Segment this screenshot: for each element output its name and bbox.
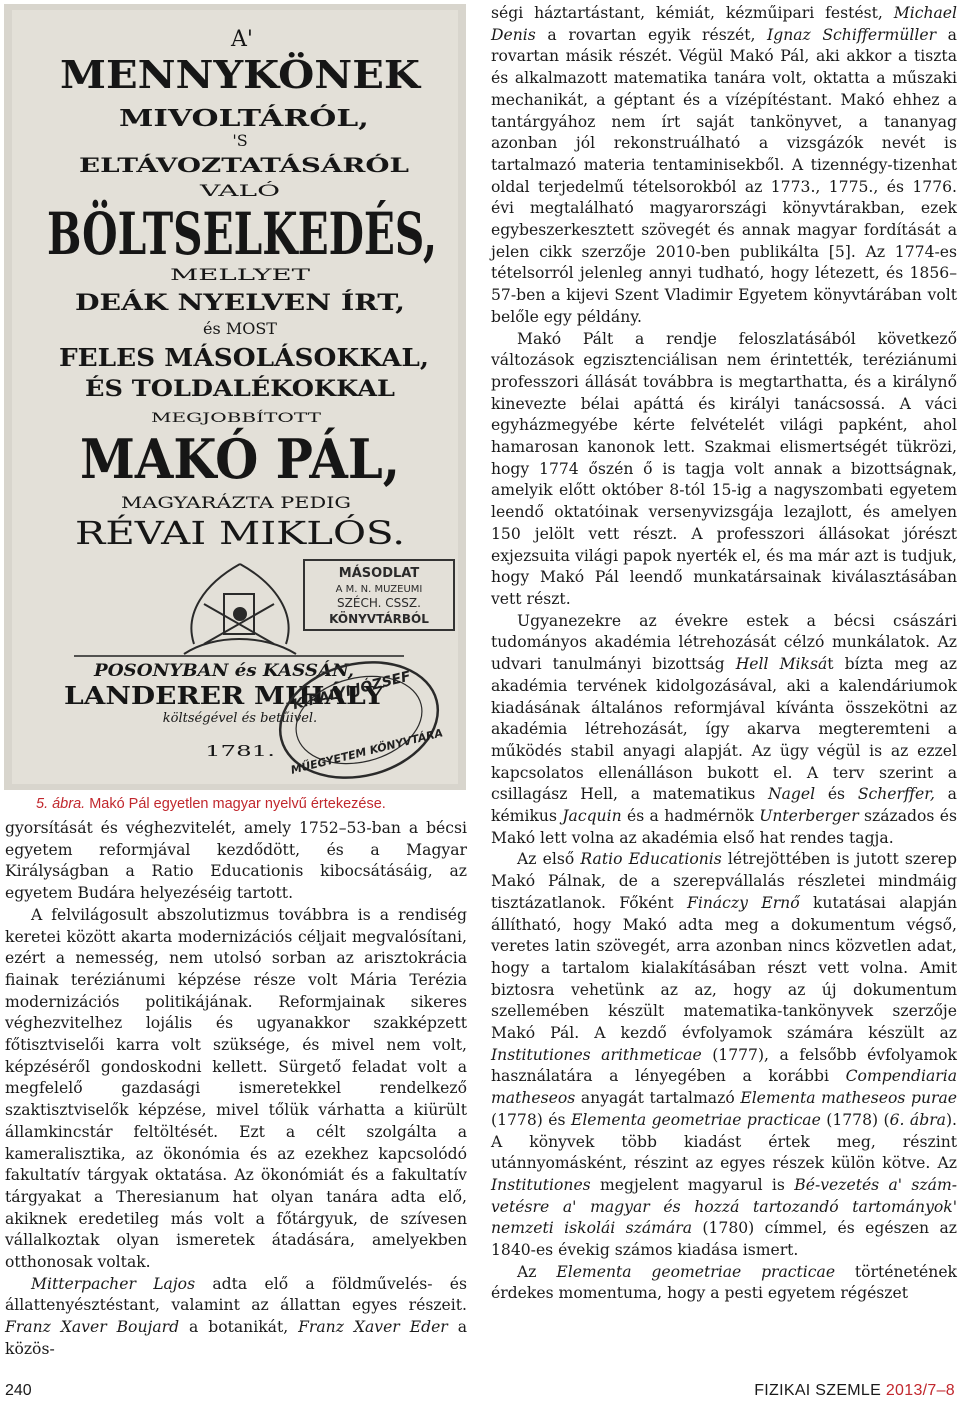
title-elementa-geometriae-2: Elementa geometriae practicae: [556, 1262, 836, 1281]
stamp-line-4: KÖNYVTÁRBÓL: [329, 612, 429, 626]
text-span: t bízta meg az akadémia tervének kidolgozásával, aki a kalendáriumok kiadásának általános reformjával kívánta összekötni az akadémia létrehozását, így akarva megteremteni a működés stabil anyagi alapját. Az ügy végül is az ezzel kapcsolatos ellenálláson bukott el. A terv szerint a csillagász Hell, a matematikus: [491, 655, 957, 804]
page-number: 240: [5, 1382, 32, 1399]
text-span: Ugyanezekre az évekre estek a bécsi császári tudományos akadémia létrehozását célzó munkálatok. Az udvari tanulmányi bizottság: [491, 611, 957, 674]
title-line-11: FELES MÁSOLÁSOKKAL,: [59, 343, 429, 372]
imprint-line-2: LANDERER MIHÁLY: [64, 681, 386, 710]
title-compendiaria: Compendiaria matheseos: [491, 1067, 957, 1108]
right-paragraph-5: [491, 1262, 957, 1305]
title-line-5: ELTÁVOZTATÁSÁRÓL: [79, 153, 318, 177]
text-span: létrejöttében is jutott szerep Makó Pálnak, de a szerepvállalás részletei mindmáig tisztázatlanok. Főként: [491, 850, 957, 912]
title-line-1: A': [231, 27, 253, 52]
right-paragraph-2: Makó Pált a rendje feloszlatásából következő változások egzisztenciálisan nem érintették, teréziánumi professzori állását továbbra is megtarthatta, és a királynő kinevezte bélai apáttá és királyi tanácsossá. A váci egyházmegyébe kérte felvételét világi papként, ahol hamarosan kanonok lett. Szakmai elismertségét tükrözi, hogy 1774 őszén ő is tagja volt annak a bizottságnak, amelyik előtt október 8-tól 15-ig a nagyszombati egyetem leendő oktatóinak versenyvizsgája lezajlott, és amelyen 150 jelölt vett részt. A professzori állásokat jórészt exjezsuita világi papok nyerték el, és ma már azt is tudjuk, hogy Makó Pál leendő munkatársainak kiválasztásában vett részt.: [491, 329, 957, 608]
title-line-13: MEGJOBBÍTOTT: [151, 411, 262, 426]
name-scherffer: Scherffer,: [857, 785, 935, 804]
right-paragraph-3: [491, 611, 957, 850]
name-mitterpacher: Mitterpacher Lajos: [31, 1274, 196, 1293]
text-span: kutatásai alapján állítható, hogy Makó adta meg a dokumentum végső, veretes latin szövegét, arra azonban nincs közvetlen adat, hogy a tartalom kialakításában részt vett volna. Amit biztosra vehetünk az az, hogy az új dokumentum szellemében készült matematika-tankönyvek szerzője Makó Pál. A kezdő évfolyamok számára készült az: [491, 893, 957, 1043]
name-eder: Franz Xaver Eder: [298, 1318, 448, 1337]
right-column: [491, 3, 957, 1305]
left-paragraph-1: gyorsítását és véghezvitelét, amely 1752–53-ban a bécsi egyetem reformjával kezdődött, és a Magyar Királyságban a Ratio Educationis kibocsátásáig, az egyetem Budára helyezéséig tartott.: [5, 819, 467, 903]
text-span: a közös-: [5, 1318, 467, 1358]
round-stamp-line-1: KIRÁLYI JÓZSEF: [291, 668, 413, 714]
text-span: megjelent magyarul is: [590, 1175, 795, 1194]
title-line-12: ÉS TOLDALÉKOKKAL: [85, 376, 353, 402]
name-schiffermuller: Ignaz Schiffermüller: [767, 25, 937, 44]
title-page-scan: [4, 4, 603, 790]
text-span: és: [815, 785, 858, 804]
text-span: és a hadmérnök: [621, 807, 760, 826]
stamp-line-1: MÁSODLAT: [338, 566, 420, 581]
name-jacquin: Jacquin: [562, 807, 622, 826]
text-span: ). A könyvek több kiadást értek meg, részint utánnyomásként, részint az egyes részek külön kötve. Az: [491, 1110, 957, 1173]
journal-issue: 2013/7–8: [885, 1382, 955, 1399]
title-line-7: BÖLTSELKEDÉS,: [47, 200, 603, 268]
text-span: ségi háztartástant, kémiát, kézműipari festést,: [491, 4, 894, 22]
text-span: történetének érdekes momentuma, hogy a pesti egyetem régészet: [491, 1262, 957, 1303]
text-span: (1778) (: [820, 1110, 890, 1129]
text-span: anyagát tartalmazó: [575, 1089, 741, 1108]
imprint-line-1: POSONYBAN és KASSÁN,: [94, 661, 337, 681]
figure-caption: [36, 796, 466, 812]
journal-title: FIZIKAI SZEMLE: [754, 1382, 886, 1399]
title-line-15: MAGYARÁZTA PEDIG: [121, 493, 298, 512]
title-line-16: RÉVAI MIKLÓS.: [75, 514, 405, 552]
caption-text: Makó Pál egyetlen magyar nyelvű értekezése.: [85, 796, 386, 812]
name-finaczy: Fináczy Ernő: [687, 893, 800, 912]
title-institutiones-arithmeticae: Institutiones arithmeticae: [491, 1045, 702, 1064]
title-elementa-matheseos: Elementa matheseos purae: [740, 1089, 957, 1108]
title-ratio-educationis: Ratio Educationis: [580, 850, 722, 869]
right-paragraph-1: [491, 3, 957, 329]
stamp-line-3: SZÉCH. CSSZ.: [337, 596, 421, 610]
title-line-4: 'S: [232, 131, 248, 150]
page-footer: [5, 1382, 955, 1402]
journal-name: [754, 1382, 955, 1400]
text-span: (1780) címmel, és egészen az 1840-es évekig számos kiadása ismert.: [491, 1219, 957, 1260]
stamp-line-2: A M. N. MUZEUMI: [335, 584, 423, 595]
name-unterberger: Unterberger: [759, 807, 859, 826]
title-line-2: MENNYKÖNEK: [60, 52, 423, 97]
text-span: Az első: [517, 850, 581, 869]
title-line-10: és MOST: [203, 319, 277, 338]
name-boujard: Franz Xaver Boujard: [5, 1318, 180, 1337]
name-nagel: Nagel: [767, 785, 816, 804]
caption-label: 5. ábra.: [36, 796, 86, 812]
text-span: (1777), a felsőbb évfolyamok használatára a lényegében a korábbi: [491, 1045, 957, 1086]
figure-reference: 6. ábra: [889, 1110, 946, 1129]
left-column: [5, 818, 467, 1361]
title-line-14: MAKÓ PÁL,: [80, 427, 400, 491]
name-hell: Hell Miksá: [735, 655, 828, 674]
text-span: a kémikus: [491, 785, 957, 826]
left-paragraph-2: A felvilágosult abszolutizmus továbbra is a rendiség keretei között akarta modernizációs céljait megvalósítani, ezért a nemesség, nem utolsó sorban az arisztokrácia fiainak teréziánumi képzése része volt Mária Terézia modernizációs politikájának. Reformjainak sikeres véghezvitelhez lojális és ugyanakkor szakképzett főtisztviselői karra volt szüksége, és mivel nem volt, képzéséről gondoskodni kellett. Sürgető feladat volt a megfelelő gazdasági ismeretekkel rendelkező szaktisztviselők képzése, mivel tőlük várhatta a kiürült államkincstár feltöltését. Ezt a célt szolgálta a kameralisztika, az ökonómia és az ezekhez kapcsolódó fakultatív tárgyak oktatása. Az ökonómiát és a fakultatív tárgyakat a Theresianum hat olyan tanára adta elő, akiknek eredetileg más volt a főtárgyuk, de szívesen vállalkoztak olyan ismeretek átadására, amelyekben otthonosak voltak.: [5, 905, 467, 1272]
text-span: (1778) és: [491, 1110, 571, 1129]
title-institutiones: Institutiones: [491, 1175, 591, 1194]
title-page-figure: [4, 4, 603, 790]
title-be-vezetes: Bé-vezetés a' szám-vetésre a' magyar és hozzá tartozandó tartományok' nemzeti iskolái számára: [491, 1175, 957, 1238]
name-denis: Michael Denis: [491, 4, 957, 44]
title-line-3: MIVOLTÁRÓL,: [119, 105, 369, 132]
text-span: százados és Makó lett volna az akadémia első hat rendes tagja.: [491, 807, 958, 847]
round-stamp-line-2: MŰEGYETEM KÖNYVTÁRA: [289, 726, 445, 777]
title-line-6: VALÓ: [200, 181, 246, 200]
text-span: a rovartan egyik részét,: [535, 25, 768, 44]
title-elementa-geometriae: Elementa geometriae practicae: [570, 1110, 821, 1129]
title-line-9: DEÁK NYELVEN ÍRT,: [75, 290, 332, 316]
text-span: a rovartan másik részét. Végül Makó Pál, aki akkor a tiszta és alkalmazott matematika tanára volt, oktatta a műszaki mechanikát, a géptant és a vízépítéstant. Makó ehhez a tantárgyához nem írt saját tankönyvet, a tananyag azonban jól rekonstruálható a vizsgázók nevét is tartalmazó materia tentaminisekből. A tizennégy-tizenhat oldal terjedelmű tételsorokból az 1773., 1775., és 1776. évi megtalálható magyarországi könyvtárakban, ezek egybeszerkesztett szövegét és annak magyar fordítását a jelen cikk szerzője 2010-ben publikálta [5]. Az 1774-es tételsorról jelenleg annyi tudható, hogy létezett, és 1856–57-ben a kijevi Szent Vladimir Egyetem könyvtárában volt belőle egy példány.: [491, 25, 957, 326]
imprint-line-3: költségével és betűivel.: [162, 711, 318, 726]
text-span: adta elő a földművelés- és állattenyésztéstant, valamint az állattan egyes részeit.: [5, 1274, 467, 1315]
imprint-line-4: 1781.: [205, 742, 275, 760]
left-paragraph-3: [5, 1274, 467, 1361]
right-paragraph-4: [491, 849, 957, 1261]
title-line-8: MELLYET: [170, 265, 311, 284]
text-span: a botanikát,: [179, 1318, 299, 1337]
text-span: Az: [517, 1262, 557, 1281]
